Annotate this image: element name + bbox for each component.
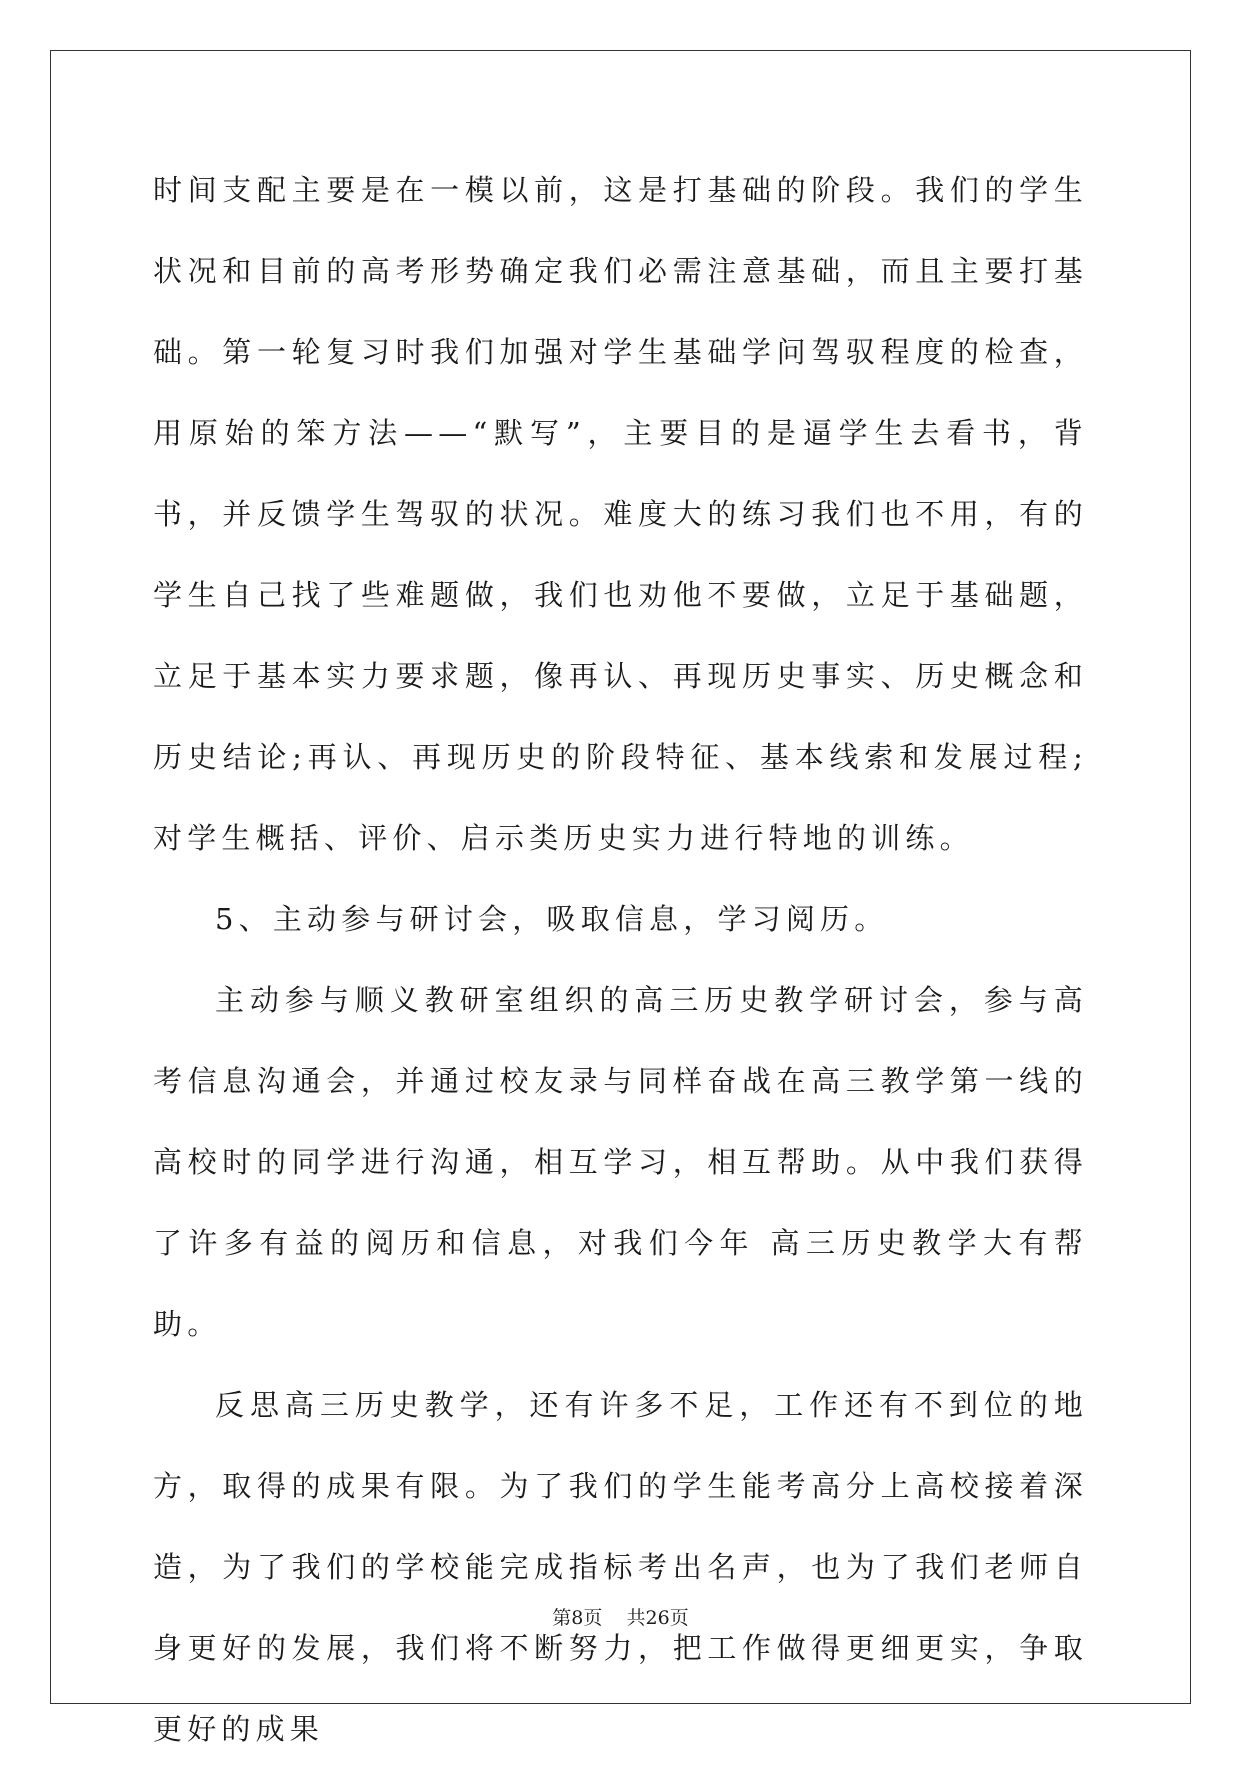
paragraph-3: 反思高三历史教学，还有许多不足，工作还有不到位的地方，取得的成果有限。为了我们的学生能考高分上高校接着深造，为了我们的学校能完成指标考出名声，也为了我们老师自身更好的发展，我们将不断努力，把工作做得更细更实，争取更好的成果: [153, 1388, 1088, 1746]
document-body: [153, 150, 1088, 1770]
page-number: 第8页: [552, 1607, 603, 1629]
paragraph-1: 时间支配主要是在一模以前，这是打基础的阶段。我们的学生状况和目前的高考形势确定我们必需注意基础，而且主要打基础。第一轮复习时我们加强对学生基础学问驾驭程度的检查，用原始的笨方法——“默写”，主要目的是逼学生去看书，背书，并反馈学生驾驭的状况。难度大的练习我们也不用，有的学生自己找了些难题做，我们也劝他不要做，立足于基础题，立足于基本实力要求题，像再认、再现历史事实、历史概念和历史结论;再认、再现历史的阶段特征、基本线索和发展过程;对学生概括、评价、启示类历史实力进行特地的训练。: [153, 173, 1088, 855]
paragraph-2: 主动参与顺义教研室组织的高三历史教学研讨会，参与高考信息沟通会，并通过校友录与同样奋战在高三教学第一线的高校时的同学进行沟通，相互学习，相互帮助。从中我们获得了许多有益的阅历和信息，对我们今年 高三历史教学大有帮助。: [153, 983, 1088, 1341]
page-total: 共26页: [626, 1607, 689, 1629]
section-heading-5: 5、主动参与研讨会，吸取信息，学习阅历。: [215, 902, 889, 936]
page-footer: [0, 1603, 1241, 1630]
